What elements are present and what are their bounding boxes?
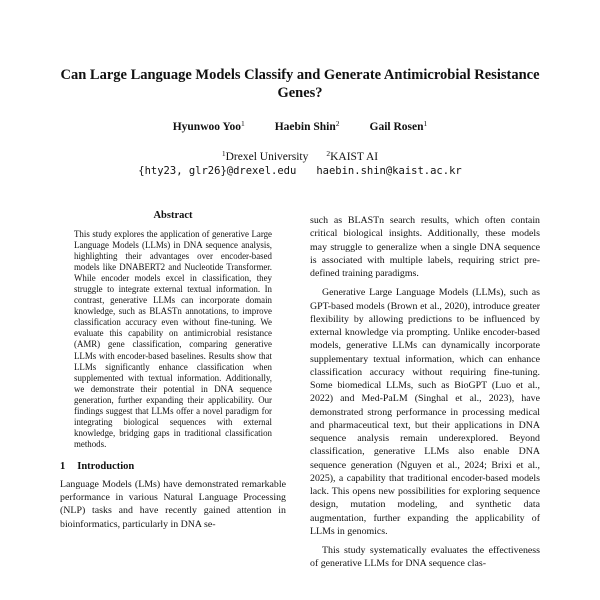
email: {hty23, glr26}@drexel.edu [138, 165, 297, 177]
abstract-heading: Abstract [153, 210, 193, 221]
author: Gail Rosen$^1$ [369, 119, 428, 133]
affiliation-list [60, 149, 540, 163]
email-list [60, 165, 540, 177]
author: Haebin Shin$^2$ [274, 119, 340, 133]
body-paragraph: Generative Large Language Models (LLMs), such as GPT-based models (Brown et al., 2020), introduce greater flexibility by allowing predictions to be influenced by external knowledge via prompting. Unlike encoder-based models, generative LLMs can dynamically incorporate supplementary textual information, which can enhance classification accuracy without requiring fine-tuning. Some biomedical LLMs, such as BioGPT (Luo et al., 2022) and Med-PaLM (Singhal et al., 2023), have demonstrated strong performance in processing medical and pharmaceutical text, but their applications in DNA sequence analysis remain underexplored. Beyond classification, generative LLMs also enable DNA sequence generation (Nguyen et al., 2024; Brixi et al., 2025), a capability that traditional encoder-based models lack. This opens new possibilities for exploring sequence design, mutation modeling, and synthetic data augmentation, further expanding the applicability of LLMs in genomics. [310, 287, 540, 537]
body-paragraph: This study systematically evaluates the effectiveness of generative LLMs for DNA sequence clas- [310, 545, 540, 570]
left-column [60, 210, 286, 531]
paper-title: Can Large Language Models Classify and Generate Antimicrobial Resistance Genes? [60, 67, 540, 101]
introduction-paragraph: Language Models (LMs) have demonstrated remarkable performance in various Natural Language Processing (NLP) tasks and have recently gained attention in bioinformatics, particularly in DNA se- [60, 478, 286, 530]
abstract-text: This study explores the application of generative Large Language Models (LLMs) in DNA sequence analysis, highlighting their advantages over encoder-based models like DNABERT2 and Nucleotide Transformer. While encoder models excel in classification, they struggle to integrate external textual information. In contrast, generative LLMs can incorporate domain knowledge, such as BLASTn annotations, to improve classification accuracy even without fine-tuning. We evaluate this capability on antimicrobial resistance (AMR) gene classification, comparing generative LLMs with encoder-based baselines. Results show that LLMs significantly enhance classification when supplemented with textual information. Additionally, we demonstrate their potential in DNA sequence generation, further expanding their applicability. Our findings suggest that LLMs offer a novel paradigm for integrating biological sequences with external knowledge, bridging gaps in traditional classification methods. [74, 229, 272, 449]
right-column [310, 214, 540, 577]
affiliation: $^1$Drexel University [221, 149, 309, 163]
author-list [60, 119, 540, 133]
author: Hyunwoo Yoo$^1$ [172, 119, 245, 133]
email: haebin.shin@kaist.ac.kr [316, 165, 462, 177]
section-heading-introduction: 1 Introduction [60, 460, 135, 472]
body-paragraph: such as BLASTn search results, which often contain critical biological insights. Additionally, these models may struggle to generalize when a single DNA sequence is associated with multiple labels, requiring strict pre-defined training paradigms. [310, 215, 540, 279]
affiliation: $^2$KAIST AI [326, 149, 379, 163]
